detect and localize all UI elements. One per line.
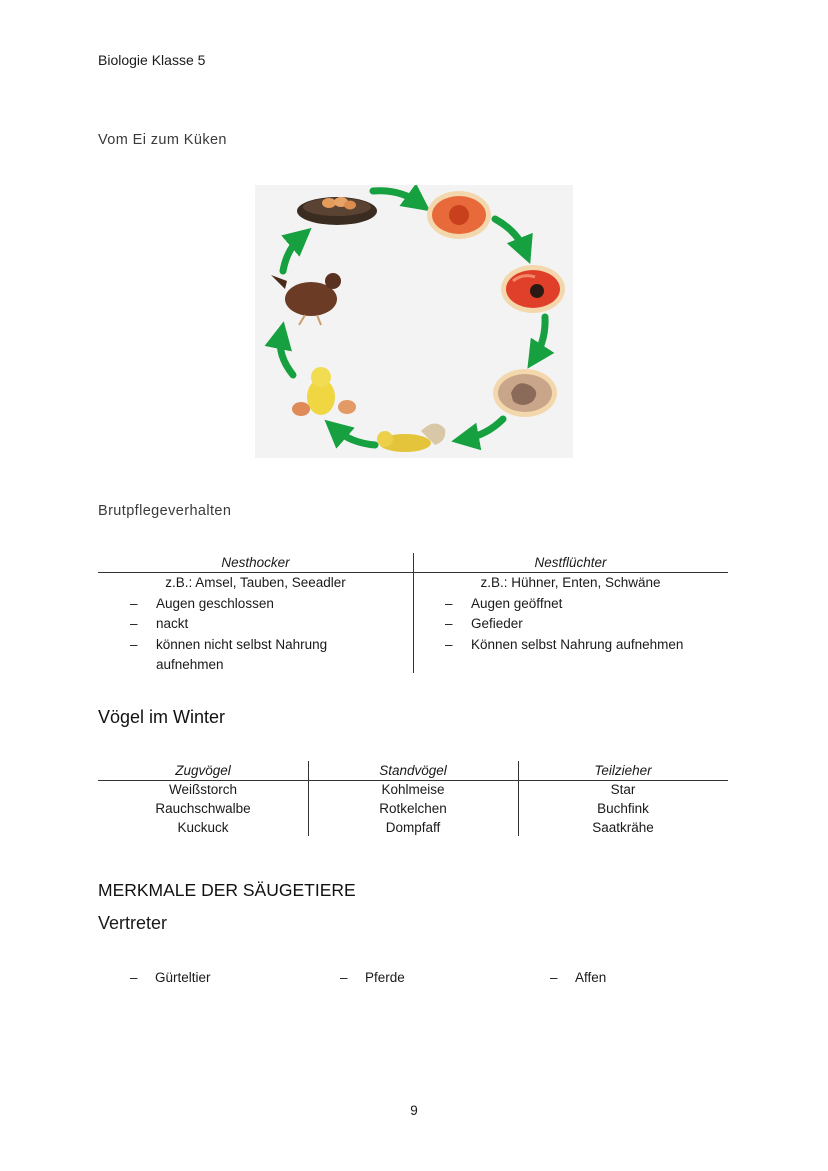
table-cell: Rotkelchen — [379, 801, 447, 816]
cycle-arrow-7 — [283, 237, 301, 271]
cycle-arrow-1 — [373, 191, 419, 203]
nestfluechter-column — [413, 553, 728, 655]
embryo-late-image — [493, 369, 557, 417]
egg-to-chick-cycle-figure — [255, 185, 573, 458]
winter-birds-title: Vögel im Winter — [98, 707, 226, 727]
table-cell: Weißstorch — [168, 782, 237, 797]
list-item: – Augen geöffnet — [445, 595, 563, 611]
table-cell: Kuckuck — [177, 820, 229, 835]
teilzieher-column — [518, 761, 728, 837]
list-item: – Können selbst Nahrung aufnehmen — [445, 636, 684, 652]
list-item: – Gürteltier — [130, 970, 211, 985]
list-item: – Affen — [550, 970, 607, 985]
adult-hen-image — [271, 273, 341, 325]
cycle-arrow-3 — [535, 317, 545, 357]
table-cell: Kohlmeise — [381, 782, 445, 797]
list-item: – Augen geschlossen — [130, 595, 274, 611]
cycle-arrow-5 — [335, 429, 375, 445]
table-cell: Rauchschwalbe — [155, 801, 251, 816]
table-cell: Star — [610, 782, 636, 797]
page-number: 9 — [410, 1103, 418, 1118]
cycle-arrow-2 — [495, 219, 525, 251]
column-heading: Teilzieher — [594, 763, 652, 778]
table-cell: Dompfaff — [385, 820, 441, 835]
trait-list — [98, 594, 413, 675]
column-heading: Nesthocker — [221, 555, 290, 570]
fresh-egg-image — [427, 191, 491, 239]
zugvoegel-column — [98, 761, 308, 837]
nest-with-eggs-image — [297, 197, 377, 225]
cycle-arrow-4 — [465, 419, 503, 439]
representatives-heading: Vertreter — [98, 913, 168, 933]
list-item: – Pferde — [340, 970, 405, 985]
mammals-heading: MERKMALE DER SÄUGETIERE — [98, 880, 356, 900]
trait-list — [413, 594, 728, 655]
cycle-arrow-6 — [280, 335, 293, 375]
list-item: – können nicht selbst Nahrung aufnehmen — [130, 636, 328, 672]
embryo-early-image — [501, 265, 565, 313]
list-item: – nackt — [130, 616, 189, 631]
table-cell: Buchfink — [597, 801, 649, 816]
table-cell: Saatkrähe — [592, 820, 654, 835]
column-heading: Standvögel — [379, 763, 447, 778]
brood-care-title: Brutpflegeverhalten — [98, 503, 232, 519]
hatching-chick-image — [377, 423, 445, 452]
list-item: – Gefieder — [445, 616, 523, 631]
column-heading: Zugvögel — [175, 763, 231, 778]
document-header: Biologie Klasse 5 — [98, 52, 206, 68]
chick-with-shell-image — [292, 367, 356, 416]
nesthocker-column — [98, 553, 413, 675]
example-line: z.B.: Amsel, Tauben, Seeadler — [165, 575, 346, 590]
example-line: z.B.: Hühner, Enten, Schwäne — [480, 575, 661, 590]
lifecycle-title: Vom Ei zum Küken — [98, 132, 227, 148]
standvoegel-column — [308, 761, 518, 837]
column-heading: Nestflüchter — [534, 555, 607, 570]
